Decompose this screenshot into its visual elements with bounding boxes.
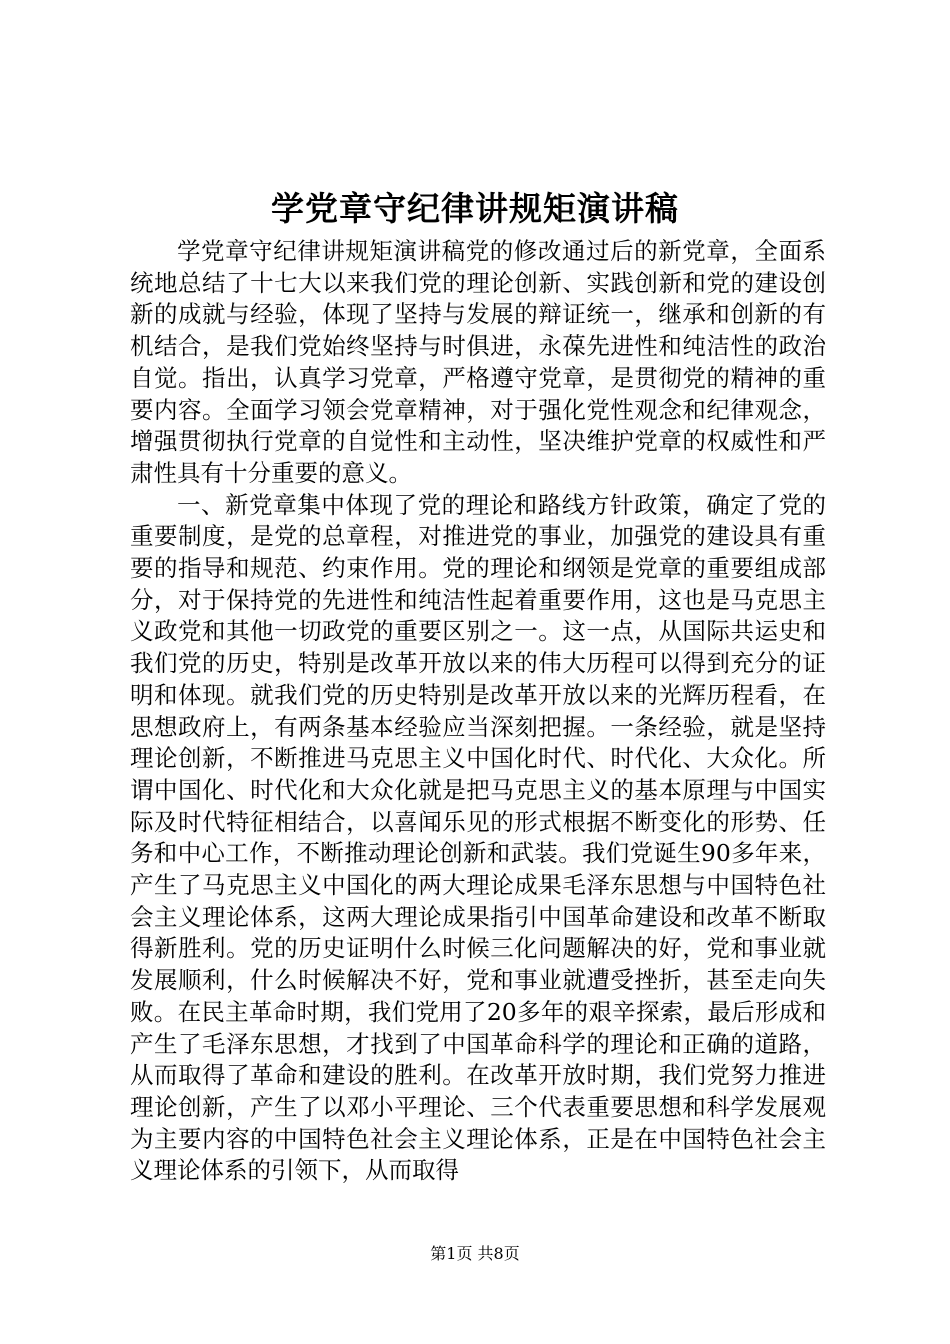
document-body <box>130 236 826 1187</box>
document-title: 学党章守纪律讲规矩演讲稿 <box>271 189 679 228</box>
paragraph-section-one: 一、新党章集中体现了党的理论和路线方针政策，确定了党的重要制度，是党的总章程，对推进党的事业，加强党的建设具有重要的指导和规范、约束作用。党的理论和纲领是党章的重要组成部分，对于保持党的先进性和纯洁性起着重要作用，这也是马克思主义政党和其他一切政党的重要区别之一。这一点，从国际共运史和我们党的历史，特别是改革开放以来的伟大历程可以得到充分的证明和体现。就我们党的历史特别是改革开放以来的光辉历程看，在思想政府上，有两条基本经验应当深刻把握。一条经验，就是坚持理论创新，不断推进马克思主义中国化时代、时代化、大众化。所谓中国化、时代化和大众化就是把马克思主义的基本原理与中国实际及时代特征相结合，以喜闻乐见的形式根据不断变化的形势、任务和中心工作，不断推动理论创新和武装。我们党诞生90多年来，产生了马克思主义中国化的两大理论成果毛泽东思想与中国特色社会主义理论体系，这两大理论成果指引中国革命建设和改革不断取得新胜利。党的历史证明什么时候三化问题解决的好，党和事业就发展顺利，什么时候解决不好，党和事业就遭受挫折，甚至走向失败。在民主革命时期，我们党用了20多年的艰辛探索，最后形成和产生了毛泽东思想，才找到了中国革命科学的理论和正确的道路，从而取得了革命和建设的胜利。在改革开放时期，我们党努力推进理论创新，产生了以邓小平理论、三个代表重要思想和科学发展观为主要内容的中国特色社会主义理论体系，正是在中国特色社会主义理论体系的引领下，从而取得 <box>130 490 826 1185</box>
page-number-footer: 第1页 共8页 <box>430 1244 520 1263</box>
paragraph-intro: 学党章守纪律讲规矩演讲稿党的修改通过后的新党章，全面系统地总结了十七大以来我们党的理论创新、实践创新和党的建设创新的成就与经验，体现了坚持与发展的辩证统一，继承和创新的有机结合，是我们党始终坚持与时俱进，永葆先进性和纯洁性的政治自觉。指出，认真学习党章，严格遵守党章，是贯彻党的精神的重要内容。全面学习领会党章精神，对于强化党性观念和纪律观念，增强贯彻执行党章的自觉性和主动性，坚决维护党章的权威性和严肃性具有十分重要的意义。 <box>130 237 826 487</box>
